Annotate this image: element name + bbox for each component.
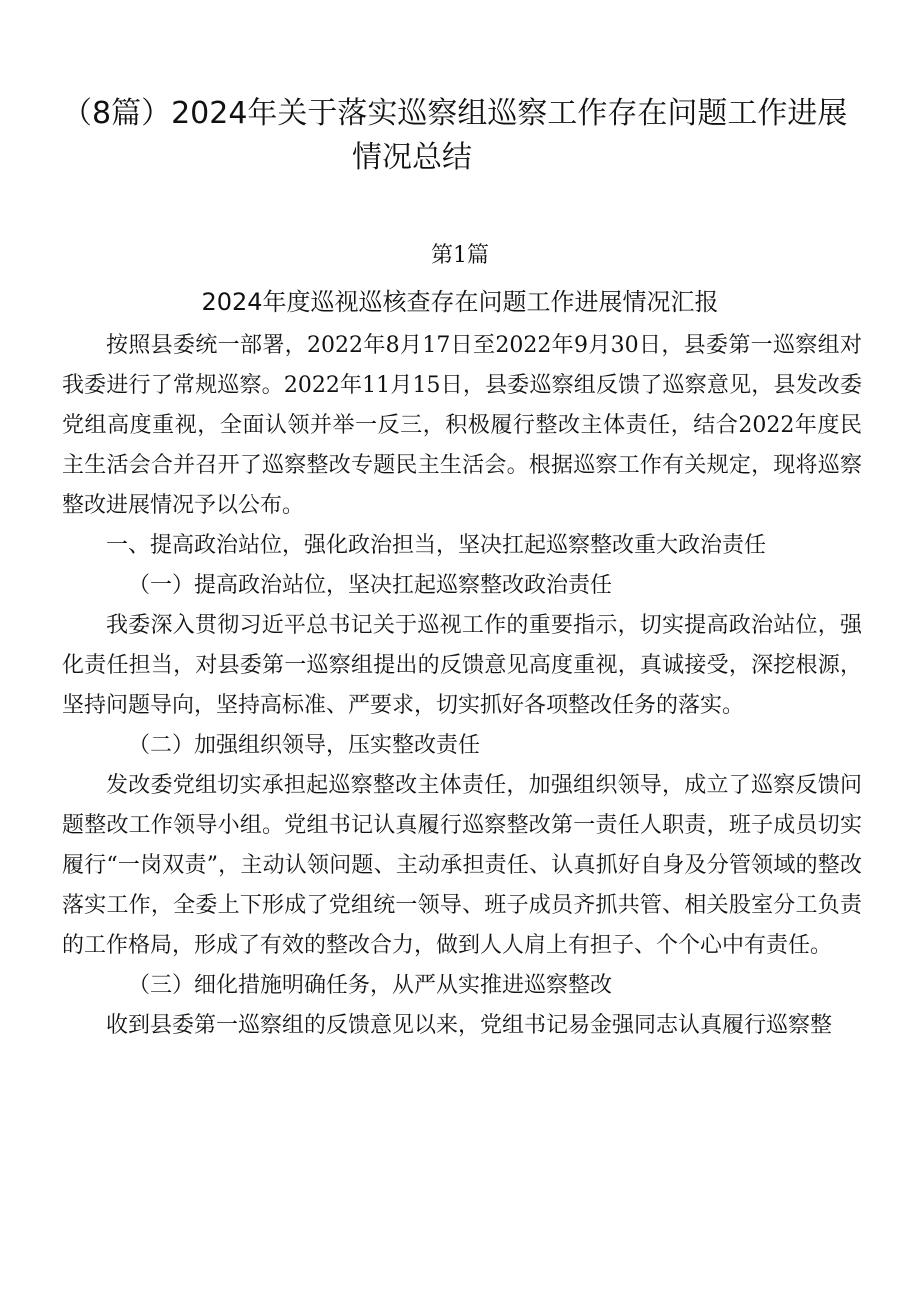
section-heading-1: 一、提高政治站位，强化政治担当，坚决扛起巡察整改重大政治责任 — [106, 533, 767, 558]
chapter-heading: 第1篇 — [431, 243, 489, 268]
paragraph-intro: 按照县委统一部署，2022年8月17日至2022年9月30日，县委第一巡察组对我委进行了常规巡察。2022年11月15日，县委巡察组反馈了巡察意见，县发改委党组高度重视，全面认领并举一反三，积极履行整改主体责任，结合2022年度民主生活会合并召开了巡察整改专题民主生活会。根据巡察工作有关规定，现将巡察整改进展情况予以公布。 — [62, 333, 862, 518]
paragraph-subsection-1: 我委深入贯彻习近平总书记关于巡视工作的重要指示，切实提高政治站位，强化责任担当，对县委第一巡察组提出的反馈意见高度重视，真诚接受，深挖根源，坚持问题导向，坚持高标准、严要求，切实抓好各项整改任务的落实。 — [62, 613, 862, 718]
report-title: 2024年度巡视巡核查存在问题工作进展情况汇报 — [201, 288, 719, 316]
subsection-heading-2: （二）加强组织领导，压实整改责任 — [128, 733, 481, 758]
subsection-heading-3: （三）细化措施明确任务，从严从实推进巡察整改 — [128, 973, 613, 998]
document-title-line-1: （8篇）2024年关于落实巡察组巡察工作存在问题工作进展 — [62, 96, 848, 131]
document-body — [62, 326, 862, 1046]
paragraph-subsection-3: 收到县委第一巡察组的反馈意见以来，党组书记易金强同志认真履行巡察整 — [106, 1013, 833, 1038]
subsection-heading-1: （一）提高政治站位，坚决扛起巡察整改政治责任 — [128, 573, 613, 598]
document-title-line-2: 情况总结 — [352, 140, 472, 175]
paragraph-subsection-2: 发改委党组切实承担起巡察整改主体责任，加强组织领导，成立了巡察反馈问题整改工作领导小组。党组书记认真履行巡察整改第一责任人职责，班子成员切实履行“一岗双责”，主动认领问题、主动承担责任、认真抓好自身及分管领域的整改落实工作，全委上下形成了党组统一领导、班子成员齐抓共管、相关股室分工负责的工作格局，形成了有效的整改合力，做到人人肩上有担子、个个心中有责任。 — [62, 773, 862, 958]
